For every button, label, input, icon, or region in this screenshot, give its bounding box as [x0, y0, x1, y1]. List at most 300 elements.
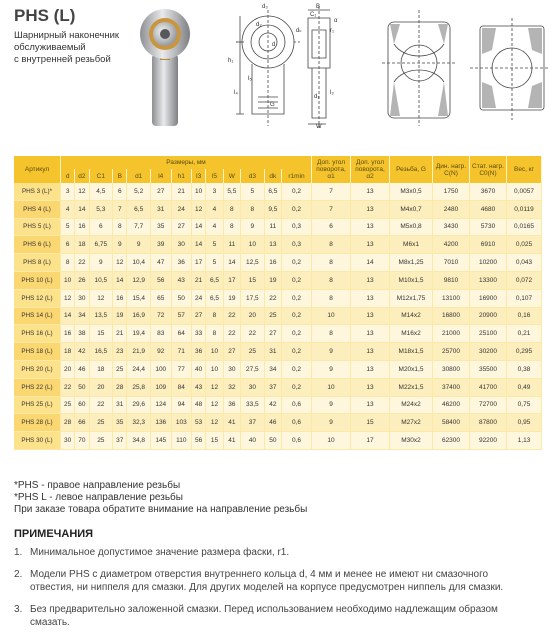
article-cell: PHS 5 (L) — [14, 218, 61, 236]
table-cell: 5 — [241, 183, 265, 200]
table-cell: 0,6 — [282, 396, 312, 414]
table-cell: 12 — [89, 289, 113, 307]
table-cell: 0,072 — [507, 271, 542, 289]
table-cell: 0,16 — [507, 307, 542, 325]
table-cell: 0,2 — [282, 343, 312, 361]
table-cell: 0,2 — [282, 289, 312, 307]
drawing-label: l₃ — [330, 90, 334, 96]
table-cell: 0,6 — [282, 414, 312, 432]
table-cell: 28 — [61, 414, 75, 432]
table-cell: 13 — [351, 218, 390, 236]
table-cell: 136 — [151, 414, 172, 432]
table-cell: 31 — [264, 343, 281, 361]
table-cell: 30200 — [470, 343, 507, 361]
table-cell: 5 — [61, 218, 75, 236]
table-cell: 27 — [151, 183, 172, 200]
notes-list — [14, 546, 534, 638]
table-cell: 10,4 — [127, 254, 151, 272]
table-cell: 13 — [351, 360, 390, 378]
table-cell: 16,9 — [127, 307, 151, 325]
table-cell: 48 — [192, 396, 206, 414]
table-cell: 10,5 — [89, 271, 113, 289]
table-row — [14, 343, 542, 361]
table-cell: 42 — [264, 396, 281, 414]
table-cell: 17 — [223, 271, 240, 289]
table-cell: 0,2 — [282, 271, 312, 289]
table-cell: 5 — [206, 236, 223, 254]
table-cell: 24,4 — [127, 360, 151, 378]
note-item — [14, 546, 534, 559]
table-cell: 25 — [89, 432, 113, 450]
table-cell: 92200 — [470, 432, 507, 450]
table-cell: 0,107 — [507, 289, 542, 307]
table-cell: 0,0119 — [507, 200, 542, 218]
table-cell: 13 — [264, 236, 281, 254]
col-header-dim: B — [113, 169, 127, 183]
table-cell: 3430 — [433, 218, 470, 236]
table-cell: 13 — [351, 307, 390, 325]
col-header-stat-load: Стат. нагр. C0(N) — [470, 156, 507, 183]
table-cell: 124 — [151, 396, 172, 414]
table-cell: 0,2 — [282, 325, 312, 343]
table-cell: 13 — [351, 343, 390, 361]
table-cell: 19 — [223, 289, 240, 307]
table-cell: 9 — [312, 414, 351, 432]
table-cell: 6,5 — [206, 271, 223, 289]
table-cell: 16 — [75, 218, 89, 236]
table-cell: 41 — [223, 414, 240, 432]
table-cell: 23 — [113, 343, 127, 361]
technical-drawings — [130, 2, 550, 130]
table-cell: 36 — [171, 254, 192, 272]
table-cell: M10x1,5 — [390, 271, 433, 289]
table-cell: 41 — [223, 432, 240, 450]
table-cell: 14 — [223, 254, 240, 272]
table-cell: 11 — [223, 236, 240, 254]
table-cell: 9 — [312, 343, 351, 361]
table-cell: 4 — [206, 200, 223, 218]
table-cell: 0,3 — [282, 218, 312, 236]
table-cell: 13 — [351, 378, 390, 396]
table-cell: 72 — [151, 307, 172, 325]
table-cell: 6,5 — [206, 289, 223, 307]
table-cell: 65 — [151, 289, 172, 307]
table-cell: 0,2 — [282, 183, 312, 200]
table-cell: 20 — [61, 360, 75, 378]
table-cell: 13100 — [433, 289, 470, 307]
table-cell: 8 — [312, 325, 351, 343]
table-cell: 12 — [113, 254, 127, 272]
table-cell: 50 — [75, 378, 89, 396]
table-cell: 32,3 — [127, 414, 151, 432]
col-header-article: Артикул — [14, 156, 61, 183]
note-text: Без предварительно заложенной смазки. Перед использованием необходимо надлежащим образом смазать. — [30, 604, 498, 628]
col-header-dim: d — [61, 169, 75, 183]
table-cell: 12 — [75, 183, 89, 200]
table-cell: 5,2 — [127, 183, 151, 200]
article-cell: PHS 20 (L) — [14, 360, 61, 378]
table-cell: M20x1,5 — [390, 360, 433, 378]
table-cell: 3670 — [470, 183, 507, 200]
article-cell: PHS 8 (L) — [14, 254, 61, 272]
table-cell: 16900 — [470, 289, 507, 307]
table-cell: M22x1,5 — [390, 378, 433, 396]
table-cell: 25 — [89, 414, 113, 432]
table-cell: 13 — [351, 271, 390, 289]
table-cell: 30800 — [433, 360, 470, 378]
table-cell: 43 — [192, 378, 206, 396]
table-cell: 145 — [151, 432, 172, 450]
table-cell: 100 — [151, 360, 172, 378]
table-cell: 8 — [312, 289, 351, 307]
table-cell: 17 — [351, 432, 390, 450]
note-item — [14, 603, 534, 629]
table-cell: 57 — [171, 307, 192, 325]
table-cell: 12 — [61, 289, 75, 307]
col-header-dimensions: Размеры, мм — [61, 156, 312, 169]
table-cell: 10 — [61, 271, 75, 289]
table-cell: M16x2 — [390, 325, 433, 343]
table-cell: 0,025 — [507, 236, 542, 254]
table-cell: 4680 — [470, 200, 507, 218]
table-cell: 34 — [75, 307, 89, 325]
drawing-label: d₃ — [262, 4, 268, 10]
table-cell: 22 — [264, 289, 281, 307]
col-header-dim: d2 — [75, 169, 89, 183]
table-cell: 10 — [206, 343, 223, 361]
col-header-weight: Вес, кг — [507, 156, 542, 183]
note-text: Минимальное допустимое значение размера фаски, r1. — [30, 547, 290, 558]
table-cell: 20900 — [470, 307, 507, 325]
table-cell: M14x2 — [390, 307, 433, 325]
table-cell: 58400 — [433, 414, 470, 432]
table-cell: 46 — [75, 360, 89, 378]
table-cell: 8 — [312, 254, 351, 272]
table-cell: 24 — [171, 200, 192, 218]
table-cell: 92 — [151, 343, 172, 361]
thread-note: *PHS L - левое направление резьбы — [14, 492, 183, 503]
table-cell: 42 — [75, 343, 89, 361]
table-cell: 34 — [264, 360, 281, 378]
specification-table — [14, 156, 542, 450]
table-cell: 8 — [241, 200, 265, 218]
col-header-dim: h1 — [171, 169, 192, 183]
drawing-label: d — [272, 42, 276, 48]
table-cell: 13 — [351, 236, 390, 254]
table-cell: 26 — [75, 271, 89, 289]
table-cell: 22 — [89, 396, 113, 414]
table-cell: 0,2 — [282, 254, 312, 272]
table-cell: 15 — [351, 414, 390, 432]
table-cell: 4 — [61, 200, 75, 218]
table-cell: M30x2 — [390, 432, 433, 450]
table-cell: 27 — [223, 343, 240, 361]
table-cell: 10 — [241, 236, 265, 254]
table-row — [14, 236, 542, 254]
table-cell: 6910 — [470, 236, 507, 254]
table-cell: 25 — [61, 396, 75, 414]
table-cell: 12 — [206, 396, 223, 414]
table-cell: 56 — [192, 432, 206, 450]
table-cell: 30 — [75, 289, 89, 307]
col-header-thread: Резьба, G — [390, 156, 433, 183]
article-cell: PHS 10 (L) — [14, 271, 61, 289]
table-cell: 0,2 — [282, 307, 312, 325]
table-cell: 87800 — [470, 414, 507, 432]
table-cell: 15,4 — [127, 289, 151, 307]
table-cell: 35 — [113, 414, 127, 432]
table-cell: 0,043 — [507, 254, 542, 272]
table-cell: 10 — [312, 432, 351, 450]
table-cell: 37 — [241, 414, 265, 432]
table-cell: 35 — [151, 218, 172, 236]
table-cell: 7 — [312, 200, 351, 218]
table-cell: 41700 — [470, 378, 507, 396]
table-cell: 3 — [61, 183, 75, 200]
table-cell: 5,3 — [89, 200, 113, 218]
table-cell: 103 — [171, 414, 192, 432]
table-cell: 0,0165 — [507, 218, 542, 236]
table-row — [14, 200, 542, 218]
drawing-label: G — [270, 102, 275, 108]
table-cell: 37 — [113, 432, 127, 450]
table-cell: 33 — [192, 325, 206, 343]
table-cell: 22 — [223, 325, 240, 343]
page-title: PHS (L) — [14, 6, 76, 25]
thread-note: При заказе товара обратите внимание на направление резьбы — [14, 504, 308, 515]
table-cell: 0,95 — [507, 414, 542, 432]
table-cell: 21000 — [433, 325, 470, 343]
table-cell: 66 — [75, 414, 89, 432]
table-cell: 12,5 — [241, 254, 265, 272]
table-cell: 36 — [192, 343, 206, 361]
table-cell: 10 — [312, 307, 351, 325]
table-cell: 70 — [75, 432, 89, 450]
table-cell: 46 — [264, 414, 281, 432]
col-header-dim: r1min — [282, 169, 312, 183]
table-cell: 19,4 — [127, 325, 151, 343]
table-cell: 22 — [241, 325, 265, 343]
table-cell: 0,2 — [282, 200, 312, 218]
table-cell: 10 — [206, 360, 223, 378]
col-header-dim: W — [223, 169, 240, 183]
table-cell: 71 — [171, 343, 192, 361]
specification-body — [14, 183, 542, 449]
table-cell: 9810 — [433, 271, 470, 289]
note-number: 3. — [14, 604, 23, 615]
drawing-label: C₁ — [310, 12, 317, 18]
table-cell: 13 — [351, 325, 390, 343]
drawing-label: r₁ — [330, 28, 335, 34]
table-cell: 9 — [312, 396, 351, 414]
table-cell: 8 — [312, 271, 351, 289]
col-header-dim: l3 — [192, 169, 206, 183]
notes-heading: ПРИМЕЧАНИЯ — [14, 528, 94, 540]
table-cell: 21 — [171, 183, 192, 200]
article-cell: PHS 22 (L) — [14, 378, 61, 396]
table-row — [14, 271, 542, 289]
table-cell: 16 — [61, 325, 75, 343]
table-cell: M3x0,5 — [390, 183, 433, 200]
table-cell: 9 — [241, 218, 265, 236]
drawing-label: l₄ — [234, 90, 238, 96]
table-cell: 1750 — [433, 183, 470, 200]
table-cell: 14 — [113, 271, 127, 289]
table-cell: 32 — [223, 378, 240, 396]
table-cell: 36 — [223, 396, 240, 414]
table-cell: 72700 — [470, 396, 507, 414]
table-cell: 10 — [192, 183, 206, 200]
drawing-label: l₅ — [248, 76, 252, 82]
col-header-dim: l4 — [151, 169, 172, 183]
col-header-dyn-load: Дин. нагр. C(N) — [433, 156, 470, 183]
table-cell: M8x1,25 — [390, 254, 433, 272]
table-cell: 2480 — [433, 200, 470, 218]
table-cell: 22 — [223, 307, 240, 325]
table-cell: 15 — [206, 432, 223, 450]
table-cell: 17,5 — [241, 289, 265, 307]
table-cell: 16 — [264, 254, 281, 272]
table-cell: 6 — [61, 236, 75, 254]
table-cell: 24 — [192, 289, 206, 307]
table-cell: 27,5 — [241, 360, 265, 378]
table-cell: 9 — [113, 236, 127, 254]
table-cell: 14 — [192, 236, 206, 254]
col-header-dim: dk — [264, 169, 281, 183]
col-header-dim: l5 — [206, 169, 223, 183]
drawing-label: d₁ — [314, 94, 320, 100]
table-cell: 7 — [312, 183, 351, 200]
table-cell: 6 — [113, 183, 127, 200]
col-header-dim: d3 — [241, 169, 265, 183]
table-cell: 50 — [264, 432, 281, 450]
table-cell: 13 — [351, 289, 390, 307]
table-row — [14, 254, 542, 272]
table-cell: 9 — [127, 236, 151, 254]
table-cell: 25 — [241, 343, 265, 361]
table-cell: 35500 — [470, 360, 507, 378]
table-cell: 12 — [206, 414, 223, 432]
table-cell: 40 — [192, 360, 206, 378]
table-cell: 11 — [264, 218, 281, 236]
table-cell: 12,9 — [127, 271, 151, 289]
table-row — [14, 432, 542, 450]
table-cell: 0,2 — [282, 378, 312, 396]
table-cell: 37400 — [433, 378, 470, 396]
article-cell: PHS 12 (L) — [14, 289, 61, 307]
drawing-label: B — [316, 4, 321, 10]
table-cell: 8 — [223, 218, 240, 236]
table-cell: 8 — [312, 236, 351, 254]
table-cell: 0,295 — [507, 343, 542, 361]
thread-note: *PHS - правое направление резьбы — [14, 480, 181, 491]
table-cell: 8 — [113, 218, 127, 236]
table-cell: 9 — [89, 254, 113, 272]
table-cell: 46200 — [433, 396, 470, 414]
table-cell: 13,5 — [89, 307, 113, 325]
table-cell: 31 — [113, 396, 127, 414]
drawing-label: h₁ — [228, 58, 234, 64]
table-cell: 22 — [61, 378, 75, 396]
table-cell: M6x1 — [390, 236, 433, 254]
table-cell: 60 — [75, 396, 89, 414]
table-cell: 0,0057 — [507, 183, 542, 200]
table-cell: 39 — [151, 236, 172, 254]
table-cell: 28 — [113, 378, 127, 396]
drawing-label: d₂ — [256, 22, 262, 28]
table-cell: 33,5 — [241, 396, 265, 414]
table-cell: 25 — [113, 360, 127, 378]
table-cell: M5x0,8 — [390, 218, 433, 236]
table-cell: 15 — [241, 271, 265, 289]
table-cell: 6,75 — [89, 236, 113, 254]
table-cell: 56 — [151, 271, 172, 289]
table-cell: 13300 — [470, 271, 507, 289]
table-cell: 0,21 — [507, 325, 542, 343]
table-cell: 17 — [192, 254, 206, 272]
table-row — [14, 414, 542, 432]
drawing-label: W — [316, 124, 322, 130]
table-cell: 12 — [192, 200, 206, 218]
table-cell: 0,2 — [282, 360, 312, 378]
table-row — [14, 396, 542, 414]
table-row — [14, 360, 542, 378]
table-cell: 77 — [171, 360, 192, 378]
col-header-dim: d1 — [127, 169, 151, 183]
table-cell: 109 — [151, 378, 172, 396]
drawing-label: α — [334, 18, 338, 24]
table-cell: 6 — [89, 218, 113, 236]
table-cell: 27 — [192, 307, 206, 325]
table-cell: 30 — [223, 360, 240, 378]
article-cell: PHS 28 (L) — [14, 414, 61, 432]
article-cell: PHS 4 (L) — [14, 200, 61, 218]
table-row — [14, 289, 542, 307]
table-cell: 0,6 — [282, 432, 312, 450]
table-cell: 50 — [171, 289, 192, 307]
table-row — [14, 183, 542, 200]
table-cell: 20 — [241, 307, 265, 325]
table-cell: 5 — [206, 254, 223, 272]
table-cell: 84 — [171, 378, 192, 396]
article-cell: PHS 6 (L) — [14, 236, 61, 254]
thread-direction-notes — [14, 480, 307, 516]
table-cell: 3 — [206, 183, 223, 200]
subtitle-line: Шарнирный наконечник — [14, 30, 120, 41]
table-cell: 0,75 — [507, 396, 542, 414]
table-cell: 30 — [61, 432, 75, 450]
table-cell: 18 — [75, 236, 89, 254]
table-cell: 22 — [75, 254, 89, 272]
table-cell: 6,5 — [264, 183, 281, 200]
table-cell: 13 — [351, 396, 390, 414]
subtitle-line: с внутренней резьбой — [14, 54, 111, 65]
table-cell: 40 — [241, 432, 265, 450]
table-cell: 34,8 — [127, 432, 151, 450]
subtitle-line: обслуживаемый — [14, 42, 86, 53]
table-cell: 8 — [206, 307, 223, 325]
table-cell: 27 — [171, 218, 192, 236]
drawing-label: dₖ — [296, 28, 302, 34]
table-cell: 10 — [312, 378, 351, 396]
table-cell: 94 — [171, 396, 192, 414]
table-cell: 0,3 — [282, 236, 312, 254]
table-cell: 6,5 — [127, 200, 151, 218]
table-cell: 18 — [89, 360, 113, 378]
article-cell: PHS 3 (L)* — [14, 183, 61, 200]
table-cell: 4200 — [433, 236, 470, 254]
article-cell: PHS 14 (L) — [14, 307, 61, 325]
